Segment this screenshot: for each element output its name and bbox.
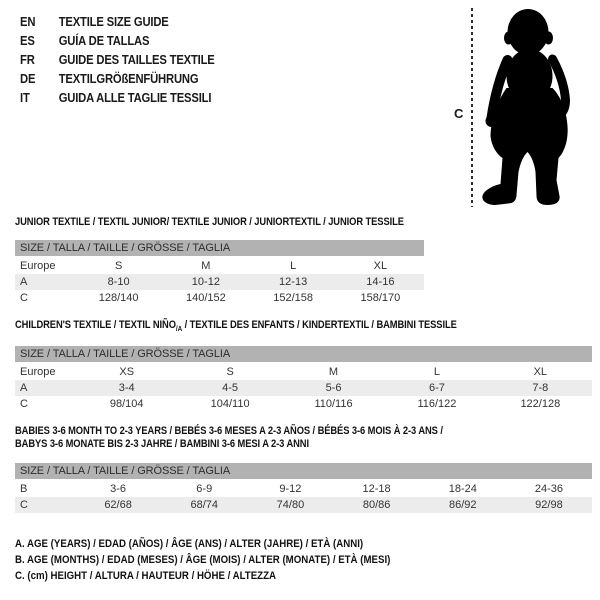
language-title: GUIDA ALLE TAGLIE TESSILI	[58, 91, 212, 105]
table-cell: 62/68	[104, 499, 132, 511]
table-cell: 110/116	[314, 398, 353, 411]
title-text: CHILDREN'S TEXTILE / TEXTIL NIÑO	[15, 319, 176, 331]
baby-silhouette-icon	[478, 6, 574, 206]
table-cell: 8-10	[107, 276, 130, 288]
table-cell: S	[114, 260, 123, 272]
table-cell: 7-8	[532, 382, 549, 395]
title-text: / TEXTILE DES ENFANTS / KINDERTEXTIL / BAMBINI TESSILE	[182, 319, 457, 331]
table-cell: S	[226, 366, 234, 379]
table-cell: 128/140	[98, 292, 139, 304]
size-header-bar: SIZE / TALLA / TAILLE / GRÖSSE / TAGLIA	[15, 346, 592, 362]
row-label: Europe	[20, 260, 56, 272]
table-row-height	[15, 290, 424, 306]
table-cell: 116/122	[417, 398, 457, 411]
table-cell: 12-18	[362, 483, 391, 495]
language-code: FR	[20, 53, 35, 67]
children-textile-section	[15, 319, 592, 412]
title-subscript: /A	[175, 324, 183, 334]
babies-table-title-line2: BABYS 3-6 MONATE BIS 2-3 JAHRE / BAMBINI 3-6 MESI A 2-3 ANNI	[15, 438, 309, 450]
language-row-it	[20, 89, 215, 108]
language-title: GUÍA DE TALLAS	[58, 34, 150, 48]
table-row-age	[15, 380, 592, 396]
children-size-table	[15, 346, 592, 412]
language-code: ES	[20, 34, 35, 48]
row-label: A	[20, 276, 28, 288]
table-cell: 18-24	[448, 483, 477, 495]
table-cell: 4-5	[222, 382, 239, 395]
table-cell: L	[290, 260, 297, 272]
table-cell: 5-6	[325, 382, 342, 395]
size-header-bar: SIZE / TALLA / TAILLE / GRÖSSE / TAGLIA	[15, 463, 592, 479]
babies-size-table	[15, 463, 592, 513]
table-cell: 24-36	[534, 483, 564, 495]
language-row-es	[20, 32, 215, 51]
junior-size-table	[15, 240, 424, 306]
table-cell: 104/110	[210, 398, 250, 411]
language-title-list	[20, 13, 236, 108]
language-title: GUIDE DES TAILLES TEXTILE	[58, 53, 215, 67]
language-row-fr	[20, 51, 215, 70]
footnote-age-years: A. AGE (YEARS) / EDAD (AÑOS) / ÂGE (ANS) / ALTER (JAHRE) / ETÀ (ANNI)	[15, 538, 364, 550]
table-cell: L	[433, 366, 440, 379]
table-cell: 74/80	[276, 499, 305, 511]
footnotes	[15, 536, 442, 584]
table-cell: 158/170	[360, 292, 401, 304]
babies-table-title-line1: BABIES 3-6 MONTH TO 2-3 YEARS / BEBÉS 3-6 MESES A 2-3 AÑOS / BÉBÉS 3-6 MOIS À 2-3 ANS /	[15, 425, 443, 437]
table-cell: 6-7	[428, 382, 445, 395]
table-cell: 68/74	[190, 499, 219, 511]
table-cell: 14-16	[366, 276, 395, 288]
babies-textile-section	[15, 425, 592, 513]
table-row-months	[15, 481, 592, 497]
height-measure-dashed-line	[471, 8, 473, 207]
language-title: TEXTILE SIZE GUIDE	[58, 15, 169, 29]
row-label: Europe	[20, 366, 56, 379]
table-cell: 9-12	[279, 483, 302, 495]
language-code: EN	[20, 15, 36, 29]
table-cell: XS	[119, 366, 135, 379]
table-cell: 86/92	[449, 499, 477, 511]
table-cell: M	[201, 260, 211, 272]
language-code: DE	[20, 72, 36, 86]
table-row-age	[15, 274, 424, 290]
table-cell: 92/98	[535, 499, 563, 511]
language-code: IT	[20, 91, 30, 105]
table-row-height	[15, 497, 592, 513]
row-label: C	[20, 499, 28, 511]
row-label: C	[20, 398, 28, 411]
junior-textile-section	[15, 216, 424, 306]
table-cell: 98/104	[109, 398, 144, 411]
table-cell: 122/128	[520, 398, 561, 411]
row-label: B	[20, 483, 28, 495]
language-row-en	[20, 13, 215, 32]
footnote-age-months: B. AGE (MONTHS) / EDAD (MESES) / ÂGE (MOIS) / ALTER (MONATE) / ETÀ (MESI)	[15, 554, 391, 566]
row-label: A	[20, 382, 28, 395]
table-cell: 10-12	[191, 276, 220, 288]
table-row-europe	[15, 258, 424, 274]
footnote-height-cm: C. (cm) HEIGHT / ALTURA / HAUTEUR / HÖHE / ALTEZZA	[15, 570, 277, 582]
table-cell: 12-13	[279, 276, 308, 288]
table-cell: 140/152	[185, 292, 226, 304]
measure-c-label: C	[454, 106, 464, 121]
table-row-europe	[15, 364, 592, 380]
table-cell: XL	[373, 260, 388, 272]
table-cell: 3-4	[118, 382, 135, 395]
table-cell: 80/86	[362, 499, 391, 511]
table-cell: 6-9	[196, 483, 213, 495]
table-cell: M	[328, 366, 339, 379]
language-row-de	[20, 70, 215, 89]
table-cell: 152/158	[273, 292, 313, 304]
table-row-height	[15, 396, 592, 412]
junior-table-title: JUNIOR TEXTILE / TEXTIL JUNIOR/ TEXTILE JUNIOR / JUNIORTEXTIL / JUNIOR TESSILE	[15, 216, 404, 228]
table-cell: XL	[533, 366, 548, 379]
row-label: C	[20, 292, 28, 304]
table-cell: 3-6	[110, 483, 127, 495]
language-title: TEXTILGRÖßENFÜHRUNG	[58, 72, 199, 86]
size-header-bar: SIZE / TALLA / TAILLE / GRÖSSE / TAGLIA	[15, 240, 424, 256]
children-table-title	[15, 319, 505, 335]
